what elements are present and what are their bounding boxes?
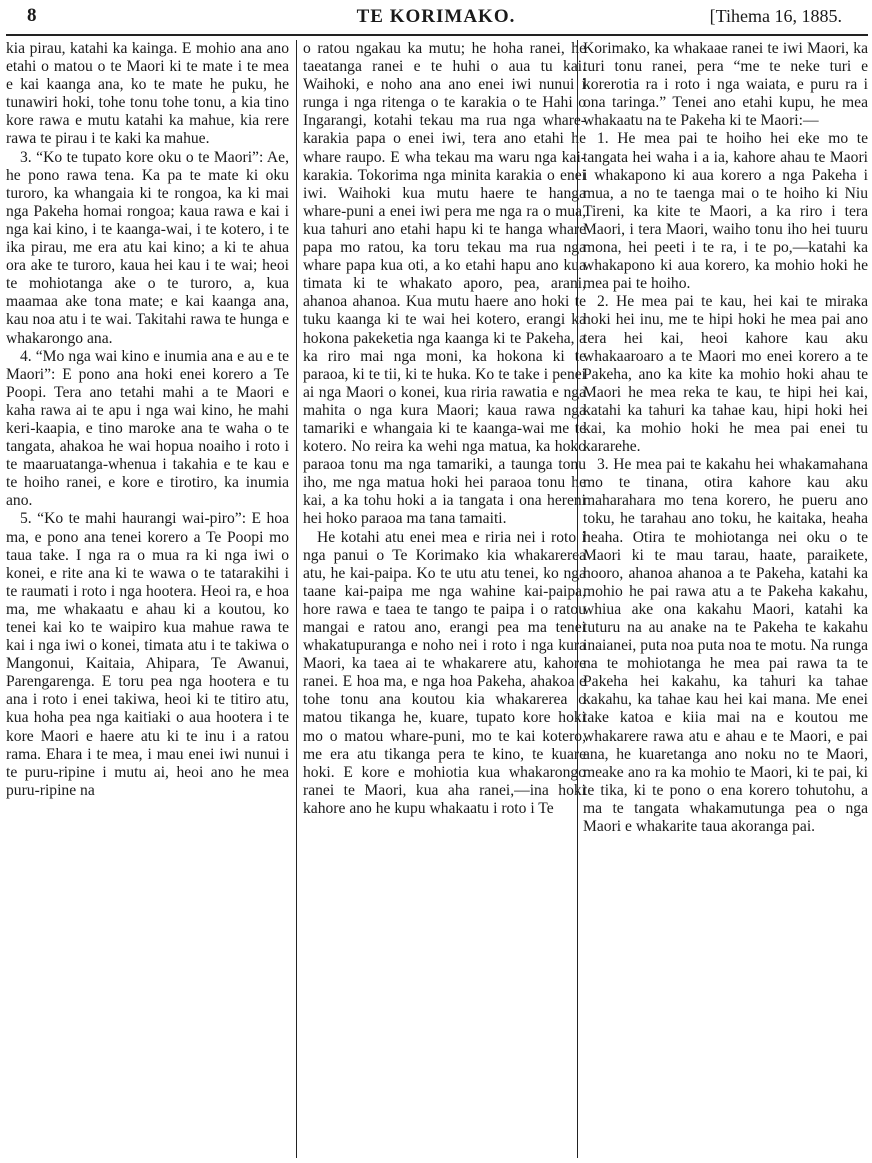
paragraph: kia pirau, katahi ka kainga. E mohio ana ano etahi o matou o te Maori ki te mate i te mea e kai kaanga ana, ko te mate he puku, he tunawiri hoki, tohe tonu tohe tonu, a kia tino kore rawa e mutu katahi ka mahue, kia rere rawa te pirau i te kaki ka mahue.: [6, 40, 289, 148]
issue-date: [Tihema 16, 1885.: [709, 6, 842, 26]
column-3: [583, 40, 868, 1158]
paragraph: 5. “Ko te mahi haurangi wai-piro”: E hoa ma, e pono ana tenei korero a Te Poopi mo taua take. I nga ra o mua ra ki nga iwi o konei, e rite ana ki te wawa o te tatarakihi i te raumati i roto i nga hootera. Heoi ra, e hoa ma, me whakaatu e ahau ki a koutou, ko tenei kai ko te waipiro kua mahue rawa te kai i nga iwi o konei, timata atu i te takiwa o Mangonui, Kaitaia, Ahipara, Te Awanui, Parengarenga. E toru pea nga hootera e tu ana i roto i enei takiwa, heoi ki te titiro atu, kua hoha pea nga kaitiaki o aua hootera i te kore Maori e haere atu ki te inu i a ratou rama. Ehara i te mea, i mau enei iwi nunui i te puru-ripine i mutu ai, heoi ano he mea puru-ripine na: [6, 510, 289, 799]
page-number: 8: [27, 5, 37, 26]
paragraph: o ratou ngakau ka mutu; he hoha ranei, he taeatanga ranei e te huhi o aua tu kai. Waihoki, e noho ana ano enei iwi nunui i runga i nga ritenga o te karakia o te Hahi o Ingarangi, kotahi tekau ma rua nga whare-karakia papa o enei iwi, tera ano etahi he whare raupo. E wha tekau ma waru nga kai-karakia. Tokorima nga minita karakia o enei iwi. Waihoki kua mutu haere te hanga whare-puni a enei iwi pera me nga ra o mua, kua tahuri ano etahi hapu ki te hanga whare papa mo ratou, ka toru tekau ma rua nga whare papa kua oti, a ko etahi hapu ano kua timata ki te whakato aporo, pea, arani, ahanoa ahanoa. Kua mutu haere ano hoki te tuku kaanga ki te wai hei kotero, erangi ka hokona pakeketia nga kaanga ki te Pakeha, a ka riro mai nga moni, ka hokona ki te paraoa, ki te tii, ki te huka. Ko te take i penei ai nga Maori o konei, kua riria rawatia e nga mahita o nga kura Maori; kaua rawa nga tamariki e whangaia ki te kaanga-wai me te kotero. No reira ka wehi nga matua, ka hoko paraoa tonu ma nga tamariki, a taunga tonu iho, me nga matua hoki hei paraoa tonu he kai, a ka tohu hoki a ia tangata i ona hereni hei hoko paraoa ma tana tamaiti.: [303, 40, 586, 528]
paragraph: He kotahi atu enei mea e riria nei i roto i nga panui o Te Korimako kia whakarerea atu, he kai-paipa. Ko te utu atu tenei, ko nga taane kai-paipa me nga wahine kai-paipa, hore rawa e taea te tango te paipa i o ratou mangai e ratou ano, erangi pea ma tenei whakatupuranga e noho nei i roto i nga kura Maori, ka taea ai te whakarere atu, kahore ranei. E hoa ma, e nga hoa Pakeha, ahakoa e tohe tonu ana koutou kia whakarerea o matou tikanga he, kuare, tupato kore hoki mo o matou whare-puni, mo te kai kotero, me era atu tikanga pera te kino, te kuare hoki. E kore e mohiotia kua whakarongo ranei te Maori, kua aha ranei,—ina hoki kahore ano he kupu whakaatu i roto i Te: [303, 528, 586, 817]
column-1: [6, 40, 289, 1158]
newspaper-title: TE KORIMAKO.: [356, 6, 516, 27]
column-divider: [296, 40, 297, 1158]
column-2: [303, 40, 586, 1158]
paragraph: 2. He mea pai te kau, hei kai te miraka hoki hei inu, me te hipi hoki he mea pai ano tera hei kai, heoi kahore kau aku whakaaroaro a te Maori mo enei korero a te Pakeha, ano ka kite ka mohio hoki ahau te Maori he mea reka te kau, te hipi hei kai, katahi ka tahuri ka tahae kau, hipi hoki hei kai, ka mohio hoki he mea pai enei tu kararehe.: [583, 293, 868, 456]
paragraph: 4. “Mo nga wai kino e inumia ana e au e te Maori”: E pono ana hoki enei korero a Te Poopi. Tera ano tetahi mahi a te Maori e kaha rawa ai te apu i nga wai kino, he mahi keri-kaapia, e tino maroke ana te waha o te tangata, ahakoa he wai hopua noaiho i roto i te maaruatanga-whenua i takahia e te kau e te hoiho ranei, e kore e tirotiro, ka inumia ano.: [6, 347, 289, 510]
column-divider: [577, 40, 578, 1158]
paragraph: 3. “Ko te tupato kore oku o te Maori”: Ae, he pono rawa tena. Ka pa te mate ki oku turoro, ka whangaia ki te rongoa, ka ki mai nga Pakeha homai rongoa; kaua rawa e kai i nga kai kino, i te kaanga-wai, i te kotero, i te ika pirau, me era atu kai kino; a ki te ahua ora ake te turoro, kaua hei kau i te wai; heoi te mohiotanga ake o te turoro, a, kua maamaa ake tona mate; e kai kaanga ana, kau noa atu i te wai. Takitahi rawa te hunga e whakarongo ana.: [6, 148, 289, 347]
paragraph: 3. He mea pai te kakahu hei whakamahana mo te tinana, otira kahore kau aku maharahara mo tena korero, he pueru ano toku, he tarahau ano toku, he kaitaka, heaha heaha. Otira te mohiotanga nei oku o te Maori ki te mau tarau, haate, paraikete, hooro, ahanoa ahanoa a te Pakeha, katahi ka mohio he pai rawa atu a te Pakeha kakahu, whiua ake ona kakahu Maori, katahi ka tuturu na au anake na te Pakeha te kakahu inaianei, puta noa puta noa te motu. Na runga na te mohiotanga he mea pai rawa ta te Pakeha hei kakahu, ka tahuri ka tahae kakahu, ka tahae kau hei kai mana. Me enei take katoa e kiia mai na e koutou me whakarere rawa atu e ahau e te Maori, e pai ana, he kuaretanga ano noku no te Maori, meake ano ra ka mohio te Maori, ki te pai, ki te tika, ki te pono o ena korero tohutohu, a ma te tangata whakamutunga pea o nga Maori e whakarite taua akoranga pai.: [583, 456, 868, 836]
paragraph: Korimako, ka whakaae ranei te iwi Maori, ka turi tonu ranei, pera “me te neke turi e korerotia ra i roto i nga waiata, e puru ra i ona taringa.” Tenei ano etahi kupu, he mea whakaatu na te Pakeha ki te Maori:—: [583, 40, 868, 130]
header-rule: [6, 34, 868, 36]
page-header: [0, 0, 872, 34]
paragraph: 1. He mea pai te hoiho hei eke mo te tangata hei waha i a ia, kahore ahau te Maori i whakapono ki aua korero a nga Pakeha i mua, a no te taenga mai o te hoiho ki Niu Tireni, ka kite te Maori, a ka riro i tera Maori, i tera Maori, waiho tonu iho hei tuuru mona, hei peeti i te ra, i te po,—katahi ka whakapono ki aua korero, ka mohio hoki he mea pai te hoiho.: [583, 130, 868, 293]
